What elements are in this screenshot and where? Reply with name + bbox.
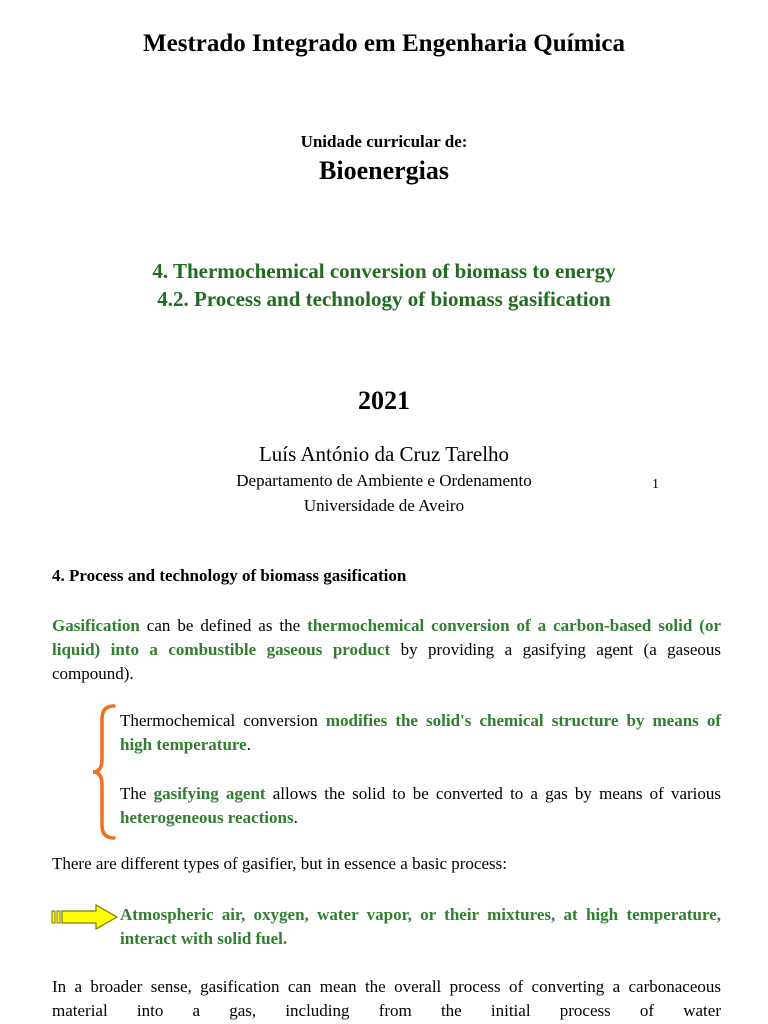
bullet-thermochemical <box>120 709 721 757</box>
curly-brace-icon <box>90 703 120 841</box>
text: . <box>246 735 251 754</box>
highlight: gasifying agent <box>153 784 266 803</box>
text: by providing a gasifying agent (a gaseous compound). <box>52 640 722 683</box>
highlight: modifies the solid's chemical structure by means of high temperature <box>120 711 721 754</box>
text: Thermochemical conversion <box>120 711 326 730</box>
text: The <box>120 784 154 803</box>
text: can be defined as the <box>139 616 308 635</box>
term-gasification: Gasification <box>52 616 140 635</box>
program-title: Mestrado Integrado em Engenharia Química <box>143 30 625 57</box>
bullet-gasifying-agent <box>120 782 721 830</box>
department: Departamento de Ambiente e Ordenamento <box>236 471 532 490</box>
definition-highlight: thermochemical conversion of a carbon-based solid (or liquid) into a combustible gaseous product <box>52 616 721 659</box>
university: Universidade de Aveiro <box>303 496 465 515</box>
section-title: 4.2. Process and technology of biomass gasification <box>157 287 611 311</box>
arrow-statement: Atmospheric air, oxygen, water vapor, or their mixtures, at high temperature, interact with solid fuel. <box>120 905 721 948</box>
text: . <box>293 808 298 827</box>
paragraph-broader-sense: In a broader sense, gasification can mean the overall process of converting a carbonaceous material into a gas, including from the initial process of water <box>52 977 721 1020</box>
author-name: Luís António da Cruz Tarelho <box>258 442 510 466</box>
section-heading: 4. Process and technology of biomass gasification <box>52 566 407 585</box>
paragraph-definition <box>52 614 721 686</box>
text: allows the solid to be converted to a gas by means of various <box>265 784 721 803</box>
slide-number: 1 <box>652 477 659 492</box>
unit-name: Bioenergias <box>319 156 449 185</box>
highlight: heterogeneous reactions <box>120 808 294 827</box>
right-arrow-icon <box>50 904 120 930</box>
unit-label: Unidade curricular de: <box>300 132 468 151</box>
paragraph-gasifier-types: There are different types of gasifier, but in essence a basic process: <box>52 854 507 873</box>
chapter-title: 4. Thermochemical conversion of biomass to energy <box>152 259 616 283</box>
year: 2021 <box>358 386 410 415</box>
